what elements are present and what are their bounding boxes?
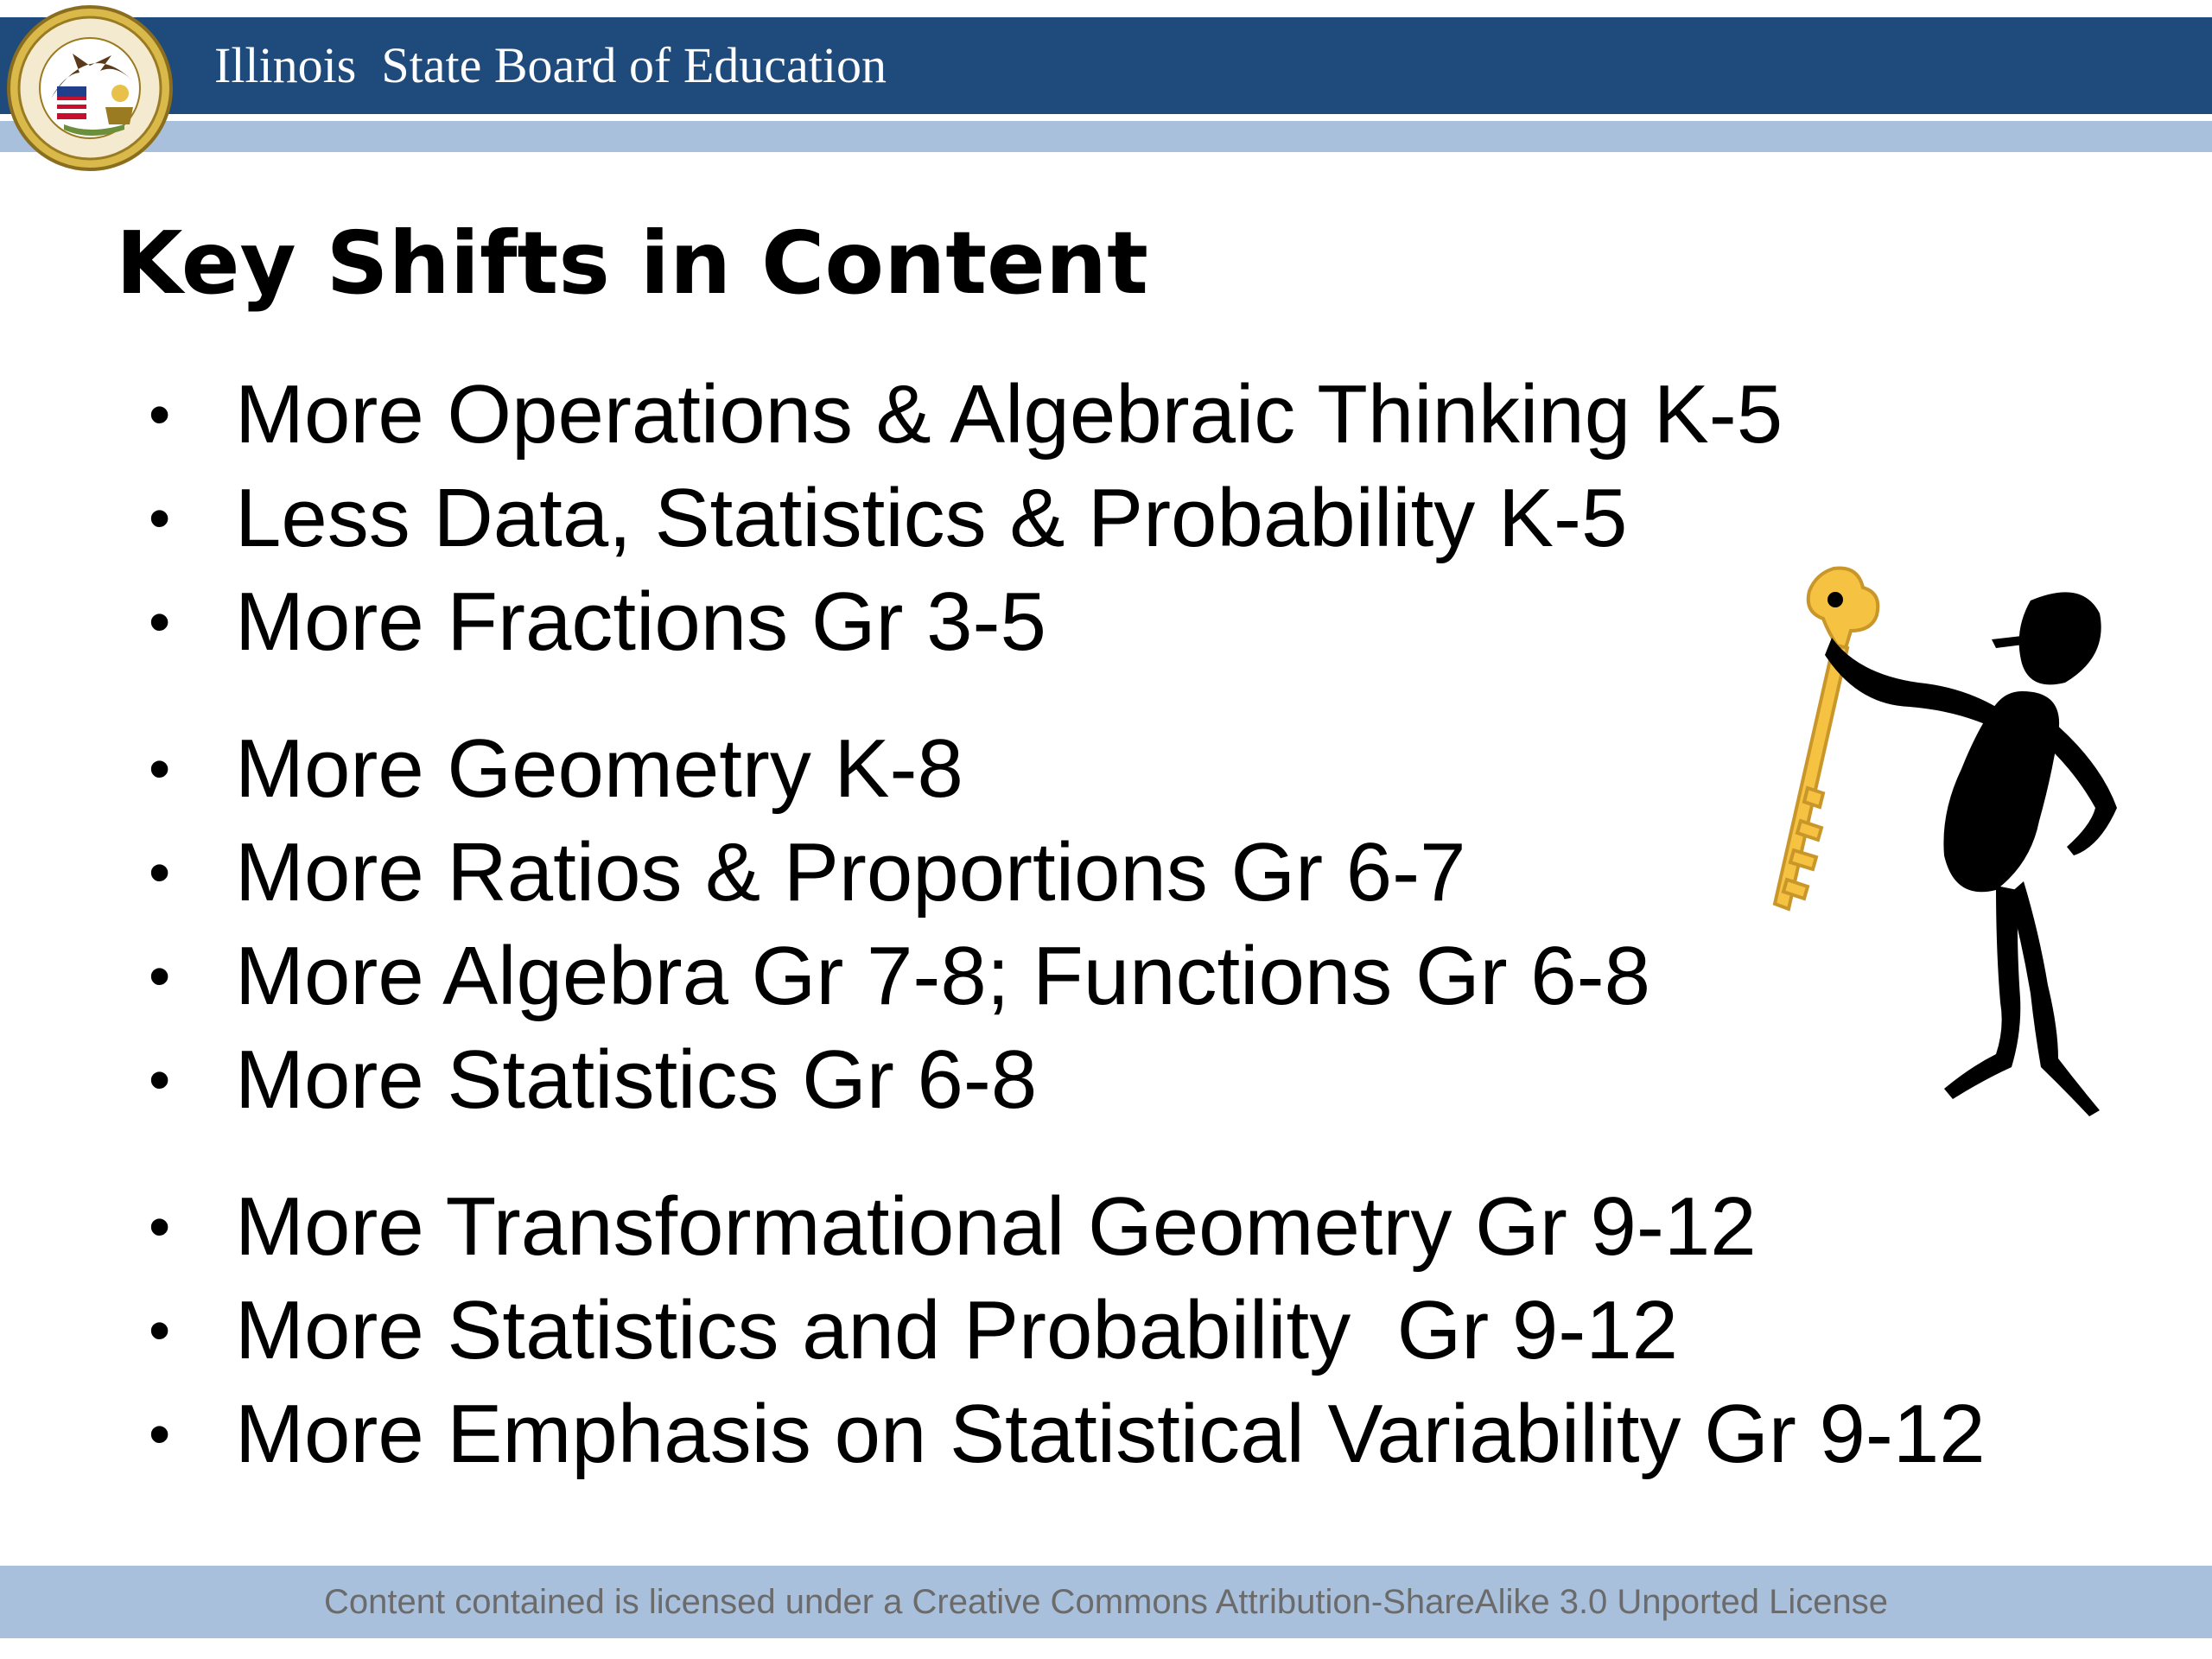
bullet-text: More Geometry K-8: [235, 722, 963, 815]
illinois-state-seal-icon: [3, 3, 176, 173]
bullet-text: More Ratios & Proportions Gr 6-7: [235, 826, 1466, 918]
list-item: [149, 821, 1466, 925]
header-stripe: [0, 121, 2212, 152]
list-item: [149, 1382, 1986, 1486]
bullet-text: More Transformational Geometry Gr 9-12: [235, 1180, 1757, 1273]
list-item: [149, 717, 963, 821]
list-item: [149, 1028, 1037, 1132]
bullet-glyph: •: [149, 1400, 171, 1469]
bullet-glyph: •: [149, 942, 171, 1011]
bullet-glyph: •: [149, 1046, 171, 1115]
list-item: [149, 467, 1627, 570]
list-item: [149, 1279, 1678, 1382]
bullet-text: More Operations & Algebraic Thinking K-5: [235, 368, 1783, 461]
stick-figure-holding-key-icon: [1737, 562, 2143, 1132]
license-notice: Content contained is licensed under a Creative Commons Attribution-ShareAlike 3.0 Unported License: [324, 1583, 1888, 1621]
bullet-glyph: •: [149, 588, 171, 657]
list-item: [149, 570, 1046, 674]
list-item: [149, 1175, 1757, 1279]
bullet-text: More Algebra Gr 7-8; Functions Gr 6-8: [235, 930, 1650, 1022]
key-icon: [1775, 568, 1878, 909]
list-item: [149, 363, 1783, 467]
bullet-glyph: •: [149, 380, 171, 449]
bullet-glyph: •: [149, 838, 171, 907]
stick-figure: [1825, 592, 2117, 1116]
bullet-glyph: •: [149, 734, 171, 804]
organization-name: Illinois State Board of Education: [214, 37, 887, 93]
bullet-text: More Emphasis on Statistical Variability Gr 9-12: [235, 1388, 1986, 1480]
bullet-text: Less Data, Statistics & Probability K-5: [235, 472, 1628, 564]
bullet-text: More Statistics and Probability Gr 9-12: [235, 1284, 1679, 1376]
list-item: [149, 925, 1650, 1028]
bullet-text: More Statistics Gr 6-8: [235, 1033, 1038, 1126]
bullet-glyph: •: [149, 484, 171, 553]
slide-title: Key Shifts in Content: [116, 213, 1148, 314]
bullet-glyph: •: [149, 1296, 171, 1365]
bullet-text: More Fractions Gr 3-5: [235, 575, 1046, 668]
bullet-glyph: •: [149, 1192, 171, 1262]
